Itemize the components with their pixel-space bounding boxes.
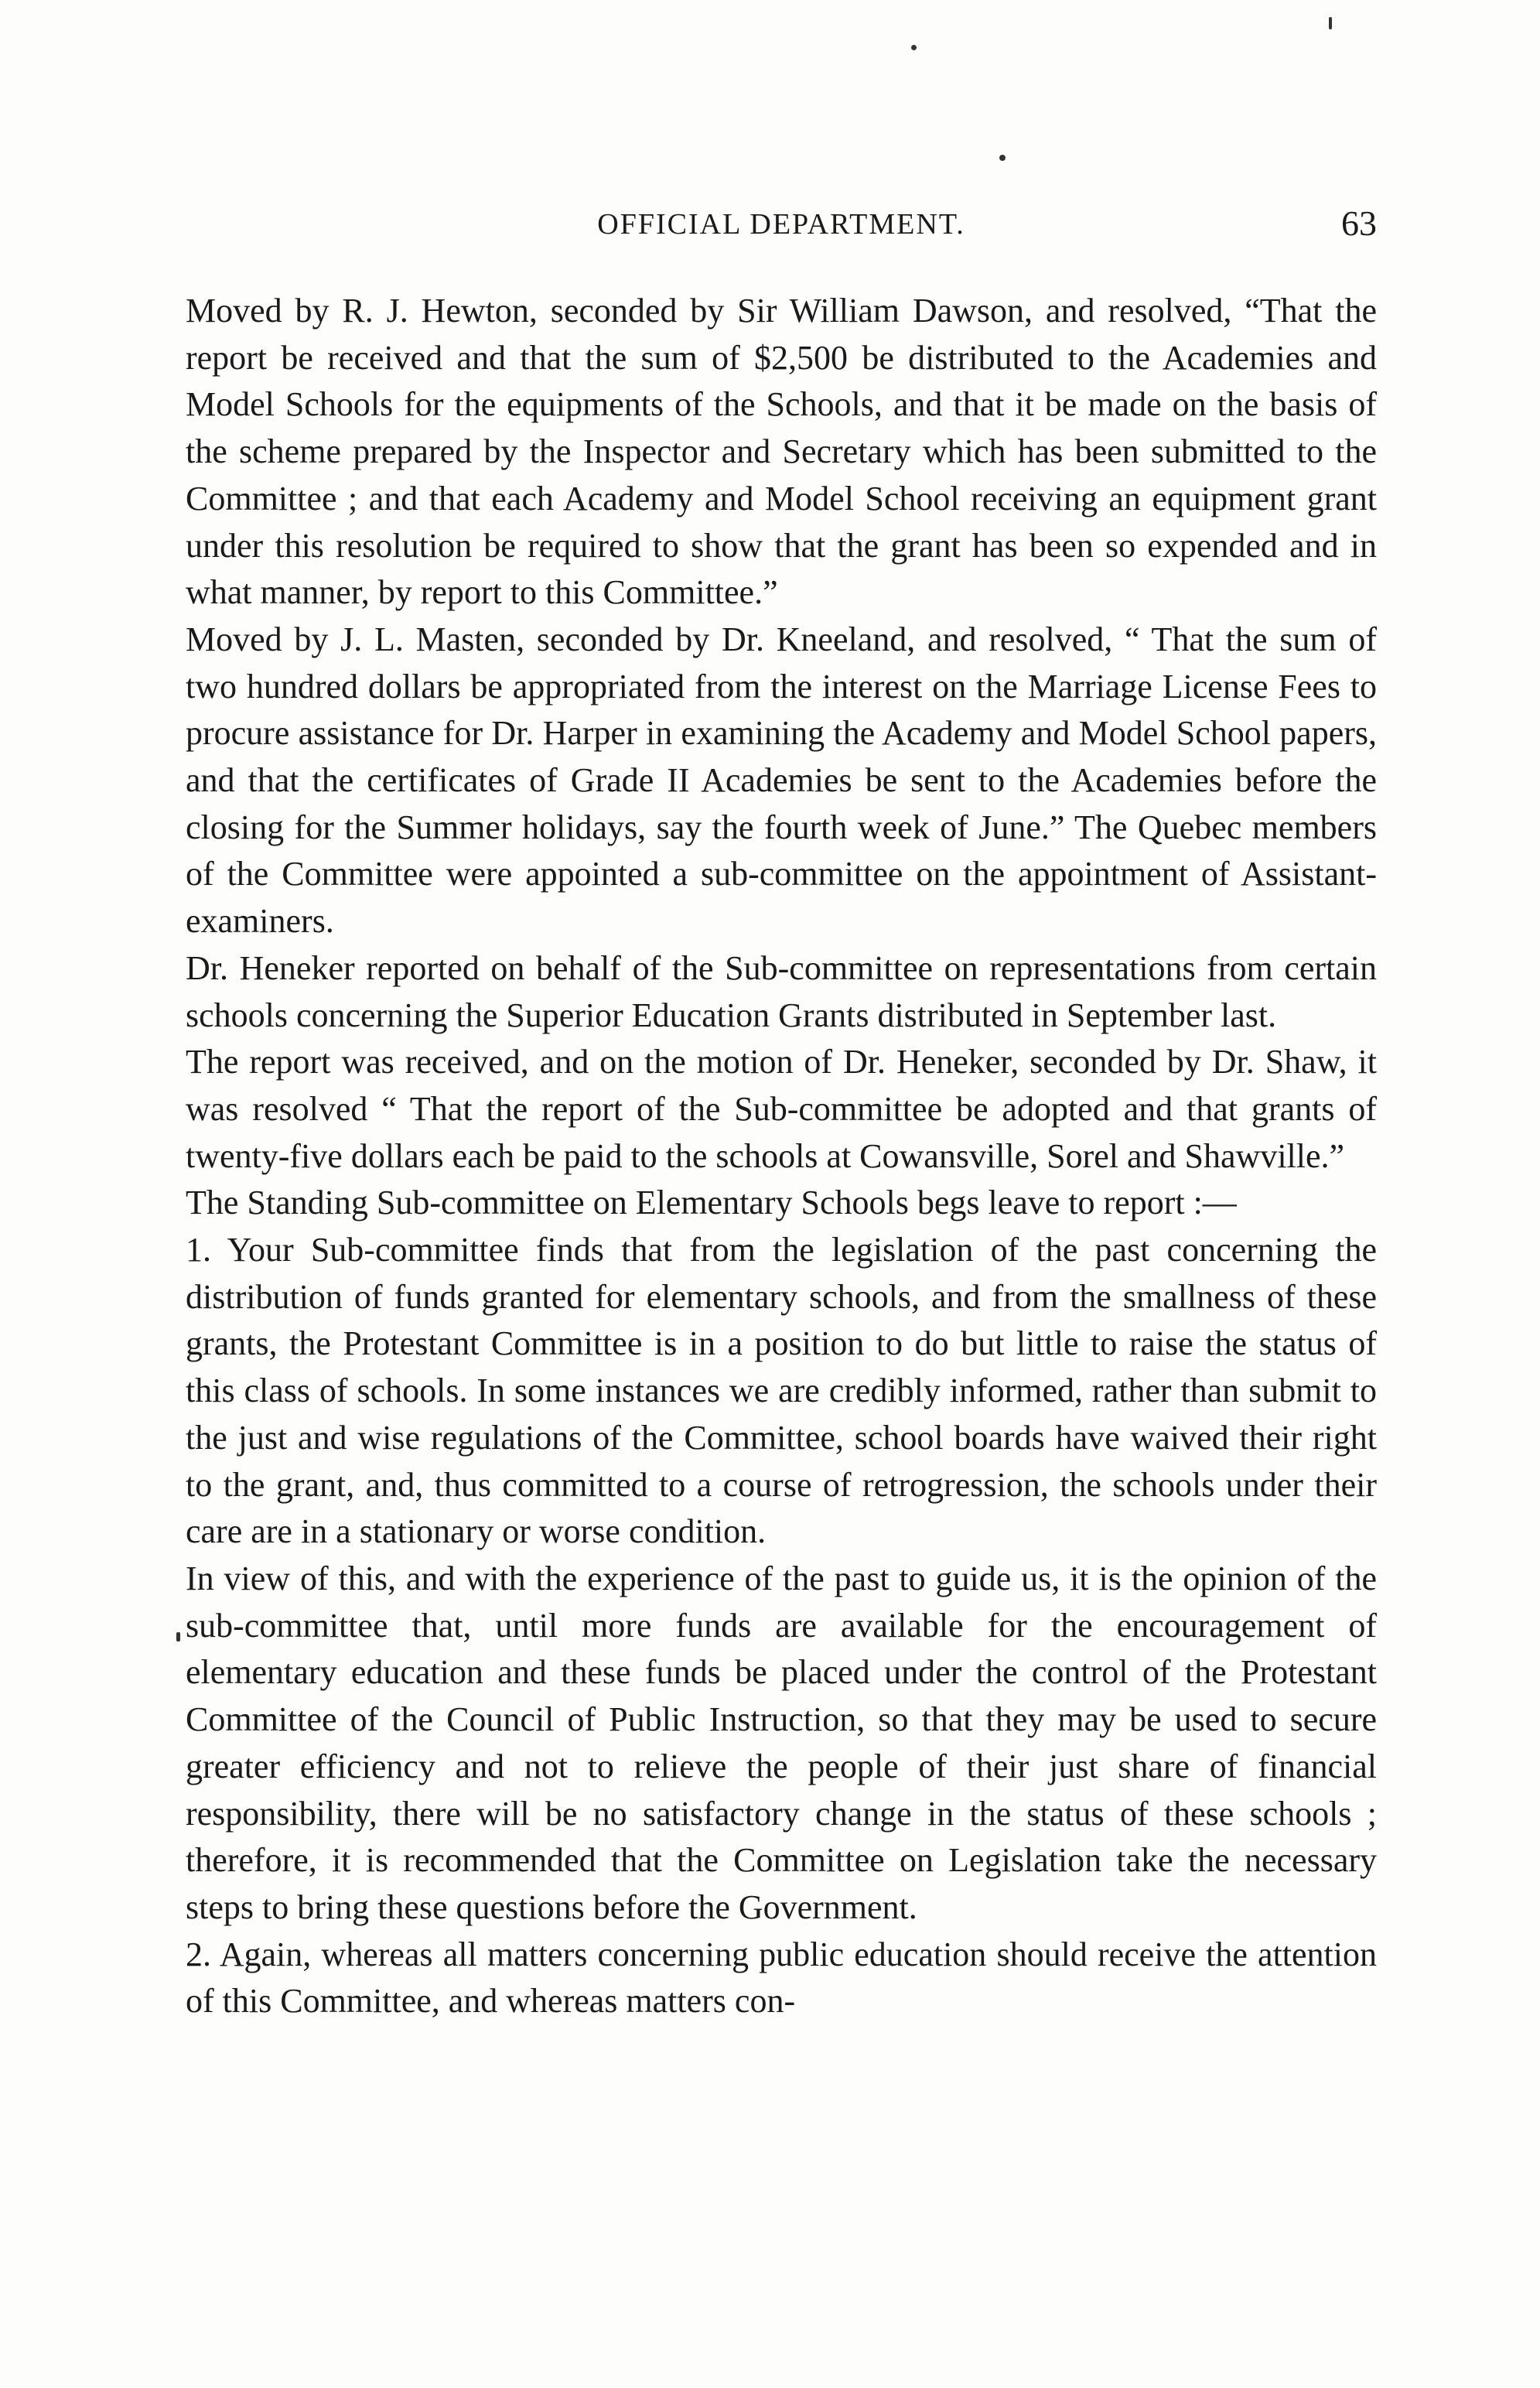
paragraph: The Standing Sub-committee on Elementary Schools begs leave to report :— xyxy=(186,1184,1237,1222)
page-header xyxy=(186,203,1377,249)
paragraph: 2. Again, whereas all matters concerning public education should receive the attention of this Committee, and whereas matters con- xyxy=(186,1935,1377,2021)
paragraph: In view of this, and with the experience of the past to guide us, it is the opinion of the sub-committee that, until more funds are available for the encouragement of elementary education and these funds be placed under the control of the Protestant Committee of the Council of Public Instruction, so that they may be used to secure greater efficiency and not to relieve the people of their just share of financial responsibility, there will be no satisfactory change in the status of these schools ; therefore, it is recommended that the Committee on Legislation take the necessary steps to bring these questions before the Government. xyxy=(186,1559,1377,1926)
paragraph: 1. Your Sub-committee finds that from the legislation of the past concerning the distribution of funds granted for elementary schools, and from the smallness of these grants, the Protestant Committee is in a position to do but little to raise the status of this class of schools. In some instances we are credibly informed, rather than submit to the just and wise regulations of the Committee, school boards have waived their right to the grant, and, thus committed to a course of retrogression, the schools under their care are in a stationary or worse condition. xyxy=(186,1231,1377,1551)
running-head: OFFICIAL DEPARTMENT. xyxy=(597,208,965,241)
body-text xyxy=(186,288,1377,2025)
paragraph: Moved by R. J. Hewton, seconded by Sir William Dawson, and resolved, “That the report be received and that the sum of $2,500 be distributed to the Academies and Model Schools for the equipments of the Schools, and that it be made on the basis of the scheme prepared by the Inspector and Secretary which has been submitted to the Committee ; and that each Academy and Model School receiving an equipment grant under this resolution be required to show that the grant has been so expended and in what manner, by report to this Committee.” xyxy=(186,292,1377,612)
paragraph: The report was received, and on the motion of Dr. Heneker, seconded by Dr. Shaw, it was resolved “ That the report of the Sub-committee be adopted and that grants of twenty-five dollars each be paid to the schools at Cowansville, Sorel and Shawville.” xyxy=(186,1043,1377,1175)
ink-speck xyxy=(1329,17,1332,29)
page-number: 63 xyxy=(1341,203,1377,243)
paragraph: Moved by J. L. Masten, seconded by Dr. Kneeland, and resolved, “ That the sum of two hundred dollars be appropriated from the interest on the Marriage License Fees to procure assistance for Dr. Harper in examining the Academy and Model School papers, and that the certificates of Grade II Academies be sent to the Academies before the closing for the Summer holidays, say the fourth week of June.” The Quebec members of the Committee were appointed a sub-committee on the appointment of Assistant-examiners. xyxy=(186,620,1377,941)
ink-speck xyxy=(911,45,917,50)
paragraph: Dr. Heneker reported on behalf of the Sub-committee on representations from certain schools concerning the Superior Education Grants distributed in September last. xyxy=(186,948,1377,1034)
ink-speck xyxy=(176,1632,180,1642)
ink-speck xyxy=(999,155,1006,161)
